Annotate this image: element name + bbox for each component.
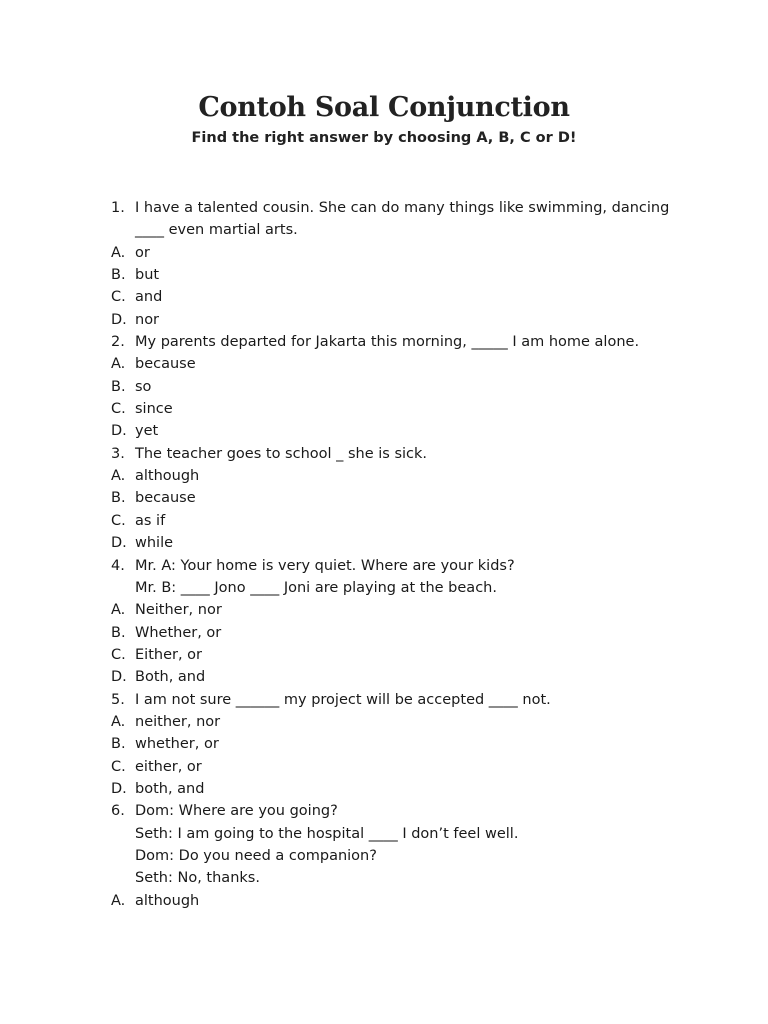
line-text: although	[135, 468, 200, 485]
line-marker: 5.	[111, 691, 125, 708]
line-text: but	[135, 267, 160, 284]
line-text: both, and	[135, 780, 205, 797]
option-line	[111, 309, 691, 331]
line-text: or	[135, 244, 150, 261]
line-marker: C.	[111, 401, 126, 418]
line-text: Mr. B: ____ Jono ____ Joni are playing at the beach.	[135, 579, 497, 596]
question-line	[111, 689, 691, 711]
line-text: ____ even martial arts.	[135, 222, 298, 239]
line-marker: A.	[111, 602, 126, 619]
line-text: I have a talented cousin. She can do many things like swimming, dancing	[135, 200, 670, 216]
continuation-line	[111, 845, 691, 867]
option-line	[111, 711, 691, 733]
option-line	[111, 286, 691, 308]
line-marker: A.	[111, 356, 126, 373]
line-marker: B.	[111, 736, 126, 753]
line-marker: D.	[111, 423, 127, 440]
option-line	[111, 353, 691, 375]
option-line	[111, 733, 691, 755]
line-text: because	[135, 490, 196, 507]
line-text: I am not sure ______ my project will be accepted ____ not.	[135, 691, 551, 708]
line-text: and	[135, 289, 163, 306]
continuation-line	[111, 823, 691, 845]
line-marker: 3.	[111, 445, 125, 462]
line-text: so	[135, 378, 152, 395]
line-text: neither, nor	[135, 713, 221, 730]
line-marker: C.	[111, 758, 126, 775]
line-marker: B.	[111, 378, 126, 395]
line-text: while	[135, 535, 174, 552]
line-marker: D.	[111, 535, 127, 552]
option-line	[111, 622, 691, 644]
line-text: nor	[135, 311, 160, 328]
line-text: Seth: No, thanks.	[135, 870, 260, 887]
line-text: Either, or	[135, 646, 202, 663]
question-line	[111, 197, 691, 219]
line-marker: 2.	[111, 334, 125, 351]
line-text: yet	[135, 423, 159, 440]
line-marker	[111, 577, 135, 599]
continuation-line	[111, 219, 691, 241]
option-line	[111, 264, 691, 286]
line-marker: 4.	[111, 557, 125, 574]
question-line	[111, 800, 691, 822]
line-text: My parents departed for Jakarta this morning, _____ I am home alone.	[135, 334, 640, 351]
question-line	[111, 555, 691, 577]
line-marker: D.	[111, 780, 127, 797]
option-line	[111, 487, 691, 509]
option-line	[111, 532, 691, 554]
line-marker: D.	[111, 311, 127, 328]
line-marker: B.	[111, 267, 126, 284]
option-line	[111, 376, 691, 398]
option-line	[111, 398, 691, 420]
option-line	[111, 599, 691, 621]
option-line	[111, 756, 691, 778]
line-marker: A.	[111, 468, 126, 485]
line-marker	[111, 867, 135, 889]
line-marker: C.	[111, 646, 126, 663]
line-text: Dom: Do you need a companion?	[135, 847, 377, 864]
line-text: The teacher goes to school _ she is sick.	[135, 445, 428, 462]
continuation-line	[111, 867, 691, 889]
question-line	[111, 331, 691, 353]
option-line	[111, 890, 691, 912]
option-line	[111, 242, 691, 264]
line-marker: C.	[111, 289, 126, 306]
line-marker: D.	[111, 669, 127, 686]
line-text: Both, and	[135, 669, 206, 686]
line-text: Whether, or	[135, 624, 222, 641]
line-marker: B.	[111, 624, 126, 641]
line-text: as if	[135, 512, 166, 529]
line-text: Mr. A: Your home is very quiet. Where are your kids?	[135, 557, 515, 574]
line-marker: C.	[111, 512, 126, 529]
line-marker: 1.	[111, 200, 125, 216]
line-marker	[111, 845, 135, 867]
line-marker	[111, 823, 135, 845]
line-marker: A.	[111, 244, 126, 261]
option-line	[111, 666, 691, 688]
document-subtitle: Find the right answer by choosing A, B, C or D!	[191, 130, 577, 146]
line-marker: 6.	[111, 803, 125, 820]
line-marker: A.	[111, 713, 126, 730]
line-marker	[111, 219, 135, 241]
line-text: because	[135, 356, 196, 373]
continuation-line	[111, 577, 691, 599]
line-text: Dom: Where are you going?	[135, 803, 338, 820]
line-text: although	[135, 892, 200, 909]
line-text: since	[135, 401, 173, 418]
line-marker: B.	[111, 490, 126, 507]
line-text: Neither, nor	[135, 602, 222, 619]
option-line	[111, 644, 691, 666]
question-line	[111, 443, 691, 465]
option-line	[111, 510, 691, 532]
line-text: either, or	[135, 758, 202, 775]
option-line	[111, 420, 691, 442]
line-text: whether, or	[135, 736, 219, 753]
line-marker: A.	[111, 892, 126, 909]
question-list	[111, 197, 691, 912]
document-title: Contoh Soal Conjunction	[198, 92, 570, 123]
line-text: Seth: I am going to the hospital ____ I don’t feel well.	[135, 825, 519, 842]
option-line	[111, 778, 691, 800]
option-line	[111, 465, 691, 487]
